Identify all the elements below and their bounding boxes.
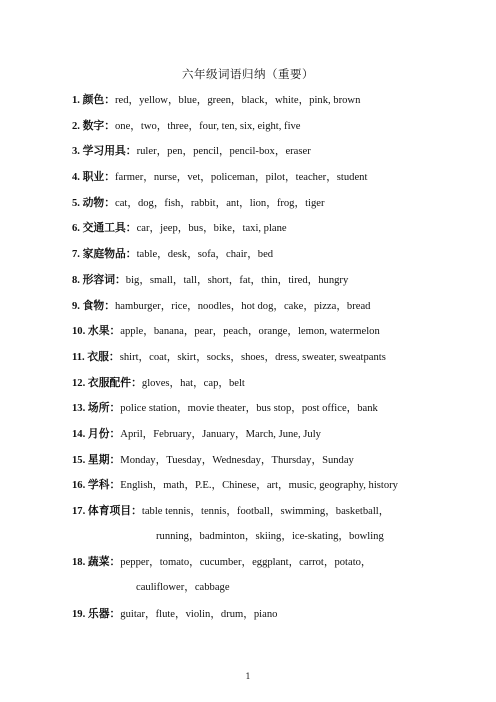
page-title: 六年级词语归纳（重要） [182,67,314,81]
item-label: 衣服配件： [87,375,142,389]
item-words: running，badminton，skiing，ice-skating，bowling [156,530,384,542]
list-item: 16. 学科：English，math，P.E.，Chinese，art，music, geography, history [72,478,398,492]
item-label: 水果： [87,324,121,338]
list-item: 7. 家庭物品：table，desk，sofa，chair，bed [72,247,274,261]
item-words: cat，dog，fish，rabbit，ant，lion，frog，tiger [115,197,325,209]
item-words: Monday，Tuesday，Wednesday，Thursday，Sunday [120,454,354,466]
item-words: table tennis，tennis，football，swimming，basketball， [141,506,390,517]
list-item: 18. 蔬菜：pepper，tomato，cucumber，eggplant，carrot，potato， [72,555,372,569]
item-label: 颜色： [82,93,115,106]
item-words: gloves，hat，cap，belt [141,377,245,389]
item-label: 体育项目： [87,504,142,517]
list-item: 10. 水果：apple，banana，pear，peach，orange，lemon, watermelon [72,324,380,338]
item-label: 乐器： [87,606,121,620]
item-words: one，two，three，four, ten, six, eight, five [115,120,301,132]
item-words: ruler，pen，pencil，pencil-box，eraser [136,146,311,158]
item-label: 形容词： [82,272,126,286]
item-label: 食物： [82,298,115,312]
item-label: 衣服： [87,349,120,363]
list-item: 4. 职业：farmer，nurse，vet，policeman，pilot，teacher，student [72,170,368,184]
item-words: cauliflower，cabbage [136,582,230,594]
list-item: 13. 场所：police station，movie theater，bus stop，post office，bank [72,401,378,415]
list-item: 1. 颜色：red，yellow，blue，green，black，white，pink, brown [72,93,361,106]
list-item-continuation [72,580,432,606]
item-label: 蔬菜： [87,555,121,569]
list-item: 17. 体育项目：table tennis，tennis，football，swimming，basketball， [72,504,390,517]
list-item: 2. 数字：one，two，three，four, ten, six, eight, five [72,118,301,132]
list-item: 12. 衣服配件：gloves，hat，cap，belt [72,375,245,389]
list-item: 9. 食物：hamburger，rice，noodles，hot dog，cake，pizza，bread [72,298,371,312]
vocabulary-list [72,92,432,631]
item-words: car，jeep，bus，bike，taxi, plane [136,223,287,235]
item-words: April，February，January，March, June, July [120,428,321,440]
item-words: red，yellow，blue，green，black，white，pink, brown [115,95,361,106]
list-item: 5. 动物：cat，dog，fish，rabbit，ant，lion，frog，tiger [72,195,325,209]
list-item: 6. 交通工具：car，jeep，bus，bike，taxi, plane [72,221,287,235]
item-words: English，math，P.E.，Chinese，art，music, geography, history [120,480,398,492]
item-words: big，small，tall，short，fat，thin，tired，hungry [125,274,349,286]
list-item: 14. 月份：April，February，January，March, June, July [72,426,321,440]
list-item: 8. 形容词：big，small，tall，short，fat，thin，tired，hungry [72,272,349,286]
list-item-continuation [72,529,432,555]
item-words: pepper，tomato，cucumber，eggplant，carrot，potato， [120,557,372,569]
item-label: 场所： [87,401,121,415]
item-words: hamburger，rice，noodles，hot dog，cake，pizza，bread [115,300,371,312]
item-label: 交通工具： [82,221,137,235]
item-words: farmer，nurse，vet，policeman，pilot，teacher，student [115,172,368,184]
list-item: 11. 衣服：shirt，coat，skirt，socks，shoes，dress, sweater, sweatpants [72,349,386,363]
item-label: 月份： [87,426,121,440]
list-item: 19. 乐器：guitar，flute，violin，drum，piano [72,606,278,620]
item-label: 职业： [82,170,115,184]
item-label: 数字： [82,118,115,132]
item-words: shirt，coat，skirt，socks，shoes，dress, sweater, sweatpants [119,351,386,363]
item-words: table，desk，sofa，chair，bed [136,249,274,261]
item-label: 学习用具： [82,144,137,158]
list-item: 15. 星期：Monday，Tuesday，Wednesday，Thursday，Sunday [72,452,354,466]
list-item: 3. 学习用具：ruler，pen，pencil，pencil-box，eraser [72,144,311,158]
page-number: 1 [245,672,251,681]
item-words: apple，banana，pear，peach，orange，lemon, watermelon [120,326,380,338]
item-label: 学科： [87,478,121,492]
item-words: police station，movie theater，bus stop，post office，bank [120,403,378,415]
item-words: guitar，flute，violin，drum，piano [120,608,278,620]
item-label: 动物： [82,195,115,209]
item-label: 家庭物品： [82,247,137,261]
item-label: 星期： [87,452,121,466]
